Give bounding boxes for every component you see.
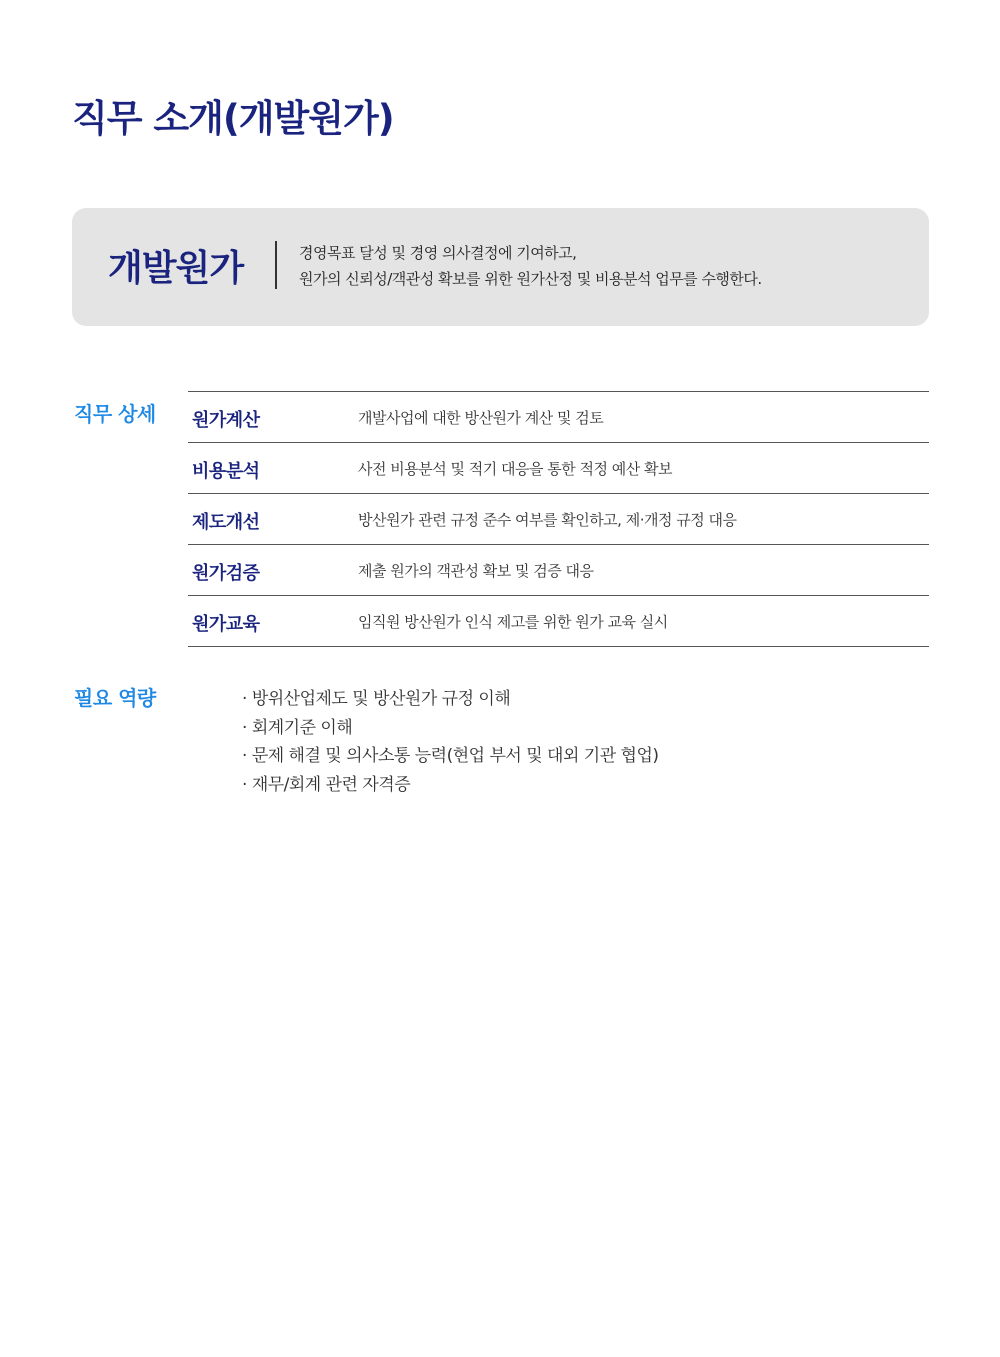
detail-title: 비용분석 [192, 461, 260, 482]
page-title: 직무 소개(개발원가) [72, 97, 394, 140]
details-table [188, 391, 929, 647]
detail-description: 제출 원가의 객관성 확보 및 검증 대응 [358, 562, 594, 580]
detail-description: 임직원 방산원가 인식 제고를 위한 원가 교육 실시 [358, 613, 668, 631]
detail-title: 원가교육 [192, 614, 260, 635]
table-row [188, 545, 929, 596]
summary-desc-line: 원가의 신뢰성/객관성 확보를 위한 원가산정 및 비용분석 업무를 수행한다. [299, 270, 762, 288]
table-row [188, 443, 929, 494]
summary-divider [275, 241, 277, 289]
detail-title: 원가검증 [192, 563, 260, 584]
section-label-skills: 필요 역량 [74, 686, 156, 710]
section-label-details: 직무 상세 [74, 402, 156, 426]
table-row [188, 596, 929, 647]
detail-description: 방산원가 관련 규정 준수 여부를 확인하고, 제·개정 규정 대응 [358, 511, 737, 529]
detail-title: 원가계산 [192, 410, 260, 431]
job-summary-box [72, 208, 929, 326]
job-summary-name: 개발원가 [108, 248, 244, 289]
detail-title: 제도개선 [192, 512, 260, 533]
detail-description: 사전 비용분석 및 적기 대응을 통한 적정 예산 확보 [358, 460, 672, 478]
table-row [188, 392, 929, 443]
table-row [188, 494, 929, 545]
detail-description: 개발사업에 대한 방산원가 계산 및 검토 [358, 409, 604, 427]
list-item: · 문제 해결 및 의사소통 능력(현업 부서 및 대외 기관 협업) [242, 742, 659, 771]
job-summary-description [299, 240, 899, 292]
list-item: · 재무/회계 관련 자격증 [242, 771, 659, 800]
list-item: · 방위산업제도 및 방산원가 규정 이해 [242, 685, 659, 714]
list-item: · 회계기준 이해 [242, 714, 659, 743]
skills-list [242, 685, 659, 799]
summary-desc-line: 경영목표 달성 및 경영 의사결정에 기여하고, [299, 244, 577, 262]
